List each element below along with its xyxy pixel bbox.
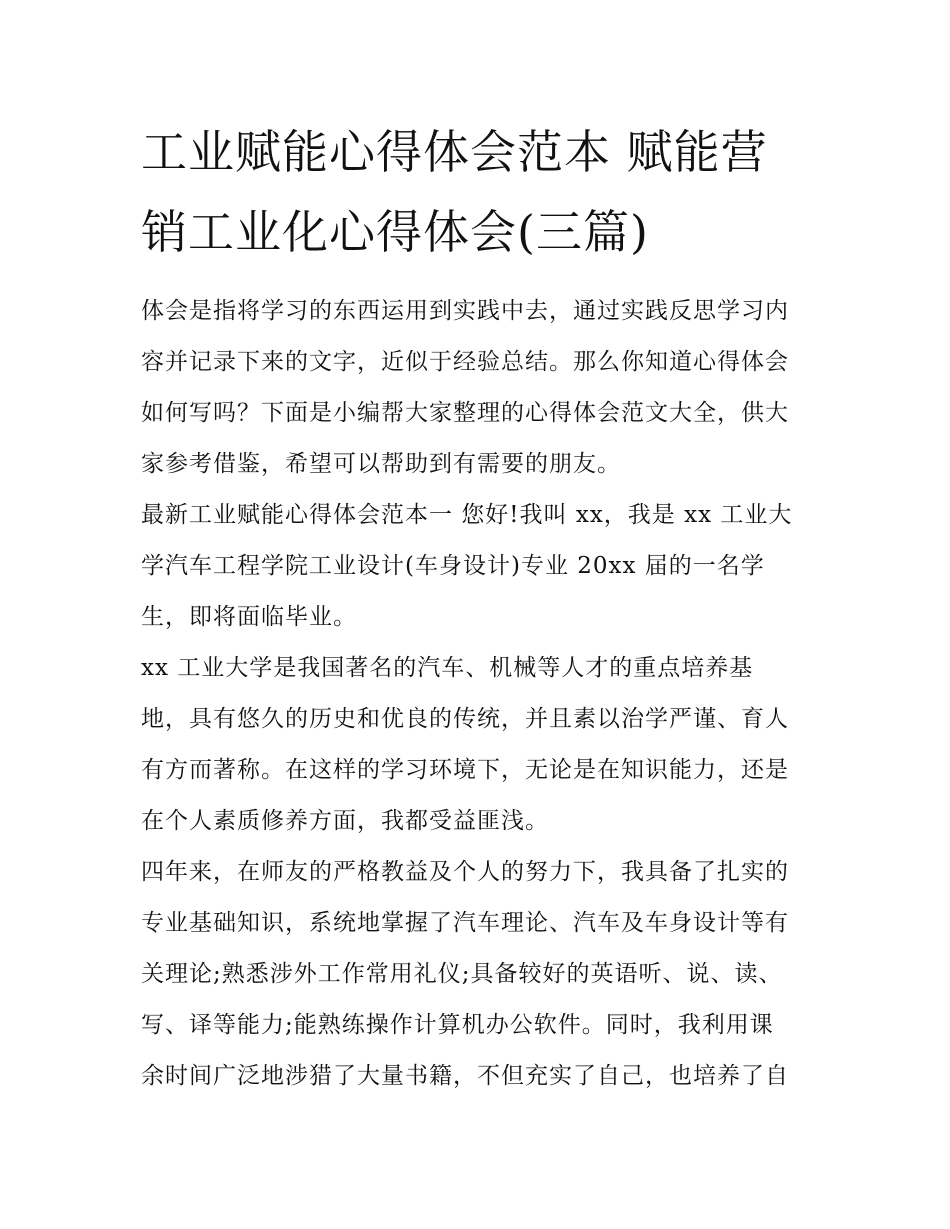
paragraph-line: 家参考借鉴，希望可以帮助到有需要的朋友。 (141, 451, 621, 477)
title-line: 销工业化心得体会(三篇) (141, 205, 649, 259)
paragraph-line: 容并记录下来的文字，近似于经验总结。那么你知道心得体会 (141, 349, 789, 375)
paragraph-university (141, 643, 817, 847)
paragraph-line: 关理论;熟悉涉外工作常用礼仪;具备较好的英语听、说、读、 (141, 961, 783, 987)
document-content (141, 112, 817, 1102)
paragraph-intro (141, 286, 817, 490)
paragraph-line: 学汽车工程学院工业设计(车身设计)专业 20xx 届的一名学 (141, 553, 765, 579)
paragraph-line: 写、译等能力;能熟练操作计算机办公软件。同时，我利用课 (141, 1012, 774, 1038)
title-line: 工业赋能心得体会范本 赋能营 (141, 125, 768, 179)
paragraph-line: 生，即将面临毕业。 (141, 604, 357, 630)
paragraph-skills (141, 847, 817, 1102)
paragraph-line: 体会是指将学习的东西运用到实践中去，通过实践反思学习内 (141, 298, 789, 324)
paragraph-line: 专业基础知识，系统地掌握了汽车理论、汽车及车身设计等有 (141, 910, 789, 936)
paragraph-line: 如何写吗？下面是小编帮大家整理的心得体会范文大全，供大 (141, 400, 789, 426)
paragraph-line: 地，具有悠久的历史和优良的传统，并且素以治学严谨、育人 (141, 706, 789, 732)
paragraph-line: 有方而著称。在这样的学习环境下，无论是在知识能力，还是 (141, 757, 789, 783)
document-title (141, 112, 817, 272)
paragraph-line: 余时间广泛地涉猎了大量书籍，不但充实了自己，也培养了自 (141, 1063, 789, 1089)
paragraph-line: 在个人素质修养方面，我都受益匪浅。 (141, 808, 549, 834)
paragraph-self-introduction (141, 490, 817, 643)
paragraph-line: 四年来，在师友的严格教益及个人的努力下，我具备了扎实的 (141, 859, 789, 885)
paragraph-line: xx 工业大学是我国著名的汽车、机械等人才的重点培养基 (141, 655, 754, 681)
paragraph-line: 最新工业赋能心得体会范本一 您好!我叫 xx，我是 xx 工业大 (141, 502, 793, 528)
